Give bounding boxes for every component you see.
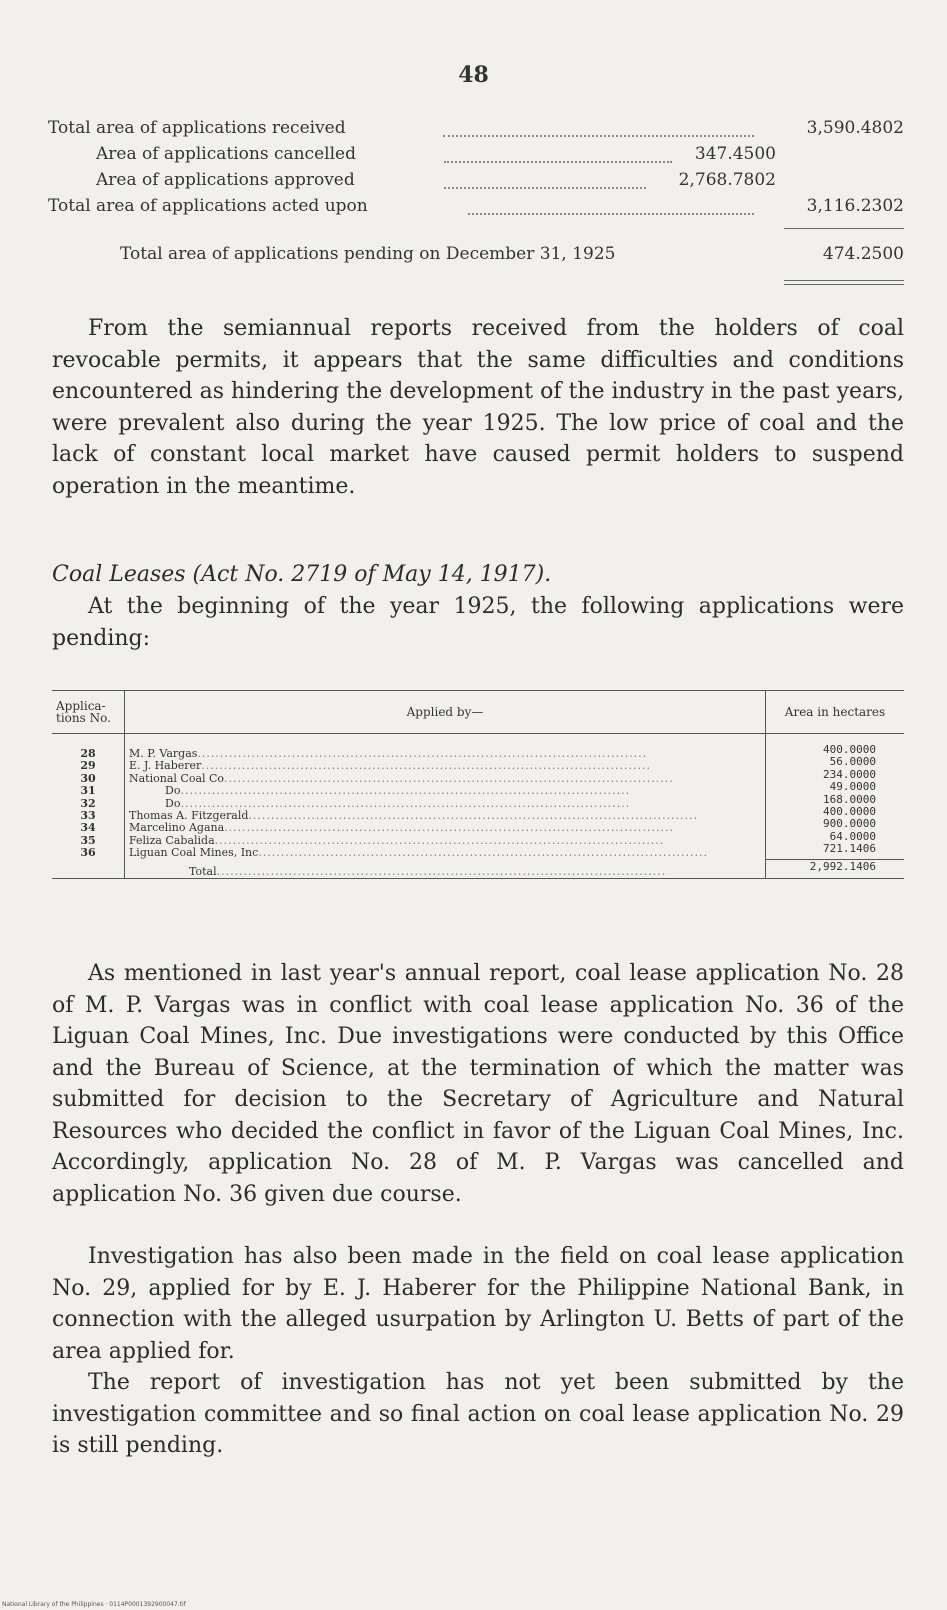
- applicant-name: Marcelino Agana: [129, 822, 225, 835]
- cancelled-label: Area of applications cancelled: [96, 144, 356, 164]
- table-cell: 721.1406: [823, 842, 876, 856]
- summary-row-acted: [48, 196, 904, 222]
- leader-dots: ....................................................................................................: [258, 847, 708, 860]
- applications-table: [52, 690, 904, 879]
- table-cell: [129, 835, 761, 847]
- pending-value: 474.2500: [822, 244, 904, 264]
- paragraph-pending: At the beginning of the year 1925, the following applications were pending:: [52, 594, 904, 651]
- table-cell: 32: [80, 796, 96, 810]
- approved-value: 2,768.7802: [678, 170, 776, 190]
- leader-dots: ....................................................................................................: [180, 797, 631, 810]
- applicant-name: National Coal Co: [129, 772, 225, 785]
- summary-row-approved: [48, 170, 904, 196]
- table-cell: 35: [80, 833, 96, 847]
- table-cell: [52, 860, 125, 879]
- leader-dots: ....................................................................................................: [224, 822, 674, 835]
- table-cell: [129, 760, 761, 772]
- table-cell: [129, 866, 761, 878]
- table-cell: [129, 822, 761, 834]
- pending-label: Total area of applications pending on December 31, 1925: [120, 244, 616, 264]
- table-cell: 36: [80, 846, 96, 860]
- applicant-name: Feliza Cabalida: [129, 834, 215, 847]
- leader-dots: ....................................................................................................: [214, 834, 665, 847]
- leader-dots: [468, 213, 754, 215]
- table-cell: 56.0000: [829, 755, 876, 769]
- leader-dots: [444, 187, 646, 189]
- paragraph-permits: From the semiannual reports received from the holders of coal revocable permits, it appears that the same difficulties and conditions encountered as hindering the development of the industry in the past years, were prevalent also during the year 1925. The low price of coal and the lack of constant local market have caused permit holders to suspend operation in the meantime.: [52, 316, 904, 499]
- table-cell: 168.0000: [823, 792, 876, 806]
- summary-row-cancelled: [48, 144, 904, 170]
- application-numbers: [52, 734, 125, 860]
- total-label-cell: [125, 860, 766, 879]
- table-cell: 400.0000: [823, 743, 876, 756]
- double-rule-bottom: [784, 284, 904, 285]
- leader-dots: ....................................................................................................: [224, 772, 674, 785]
- table-cell: 30: [80, 771, 96, 785]
- table-cell: [129, 810, 761, 822]
- applicant-name: Thomas A. Fitzgerald: [129, 809, 249, 822]
- table-body-row: [52, 734, 904, 860]
- col-applied-by: Applied by—: [125, 691, 766, 734]
- received-value: 3,590.4802: [806, 118, 904, 138]
- total-value: 2,992.1406: [766, 860, 905, 879]
- area-summary: [48, 118, 904, 270]
- col-area: Area in hectares: [766, 691, 905, 734]
- table-cell: 34: [80, 821, 96, 835]
- table-cell: 49.0000: [829, 780, 876, 794]
- cancelled-value: 347.4500: [694, 144, 776, 164]
- leader-dots: [443, 135, 754, 137]
- applicant-name: Liguan Coal Mines, Inc: [129, 847, 259, 860]
- table-cell: [129, 785, 761, 797]
- leader-dots: ....................................................................................................: [197, 748, 648, 760]
- table-total-row: [52, 860, 904, 879]
- table-header-row: [52, 691, 904, 734]
- double-rule-top: [784, 280, 904, 281]
- table-cell: [129, 847, 761, 859]
- table-cell: [129, 748, 761, 760]
- applicant-name: Do: [165, 785, 181, 798]
- summary-row-received: [48, 118, 904, 144]
- leader-dots: ....................................................................................................: [216, 865, 667, 878]
- table-cell: 64.0000: [829, 829, 876, 843]
- table-cell: [129, 773, 761, 785]
- section-heading: Coal Leases (Act No. 2719 of May 14, 1917).: [52, 562, 552, 587]
- acted-value: 3,116.2302: [806, 196, 904, 216]
- leader-dots: ....................................................................................................: [201, 760, 651, 773]
- table-cell: 33: [80, 808, 96, 822]
- applicant-name: Do: [165, 797, 181, 810]
- summary-row-pending: [48, 244, 904, 270]
- table-cell: 29: [80, 759, 96, 773]
- received-label: Total area of applications received: [48, 118, 346, 138]
- total-label: Total: [189, 865, 217, 878]
- paragraph-conflict: As mentioned in last year's annual report, coal lease application No. 28 of M. P. Vargas was in conflict with coal lease application No. 36 of the Liguan Coal Mines, Inc. Due investigations were conducted by this Office and the Bureau of Science, at the termination of which the matter was submitted for decision to the Secretary of Agriculture and Natural Resources who decided the conflict in favor of the Liguan Coal Mines, Inc. Accordingly, application No. 28 of M. P. Vargas was cancelled and application No. 36 given due course.: [52, 961, 904, 1207]
- applicant-name: E. J. Haberer: [129, 760, 202, 773]
- sum-rule: [784, 228, 904, 229]
- paragraph-investigation: Investigation has also been made in the field on coal lease application No. 29, applied for by E. J. Haberer for the Philippine National Bank, in connection with the alleged usurpation by Arlington U. Betts of part of the area applied for.: [52, 1244, 904, 1364]
- table-cell: 400.0000: [823, 804, 876, 818]
- page-number: 48: [458, 62, 489, 88]
- col-application-no: Applica- tions No.: [52, 691, 125, 734]
- scan-footer-note: National Library of the Philippines · 0114P0001392900047.tif: [2, 1601, 186, 1608]
- paragraph-report: The report of investigation has not yet been submitted by the investigation committee and so final action on coal lease application No. 29 is still pending.: [52, 1370, 904, 1458]
- approved-label: Area of applications approved: [96, 170, 355, 190]
- leader-dots: ....................................................................................................: [180, 785, 631, 798]
- applicant-names: [125, 734, 766, 860]
- table-cell: [129, 798, 761, 810]
- applicant-name: M. P. Vargas: [129, 748, 198, 760]
- leader-dots: [444, 161, 672, 163]
- table-cell: 31: [80, 784, 96, 798]
- area-values: [766, 734, 905, 860]
- acted-label: Total area of applications acted upon: [48, 196, 368, 216]
- table-cell: 28: [80, 747, 96, 760]
- leader-dots: ....................................................................................................: [248, 809, 699, 822]
- table-cell: 900.0000: [823, 817, 876, 831]
- table-cell: 234.0000: [823, 767, 876, 781]
